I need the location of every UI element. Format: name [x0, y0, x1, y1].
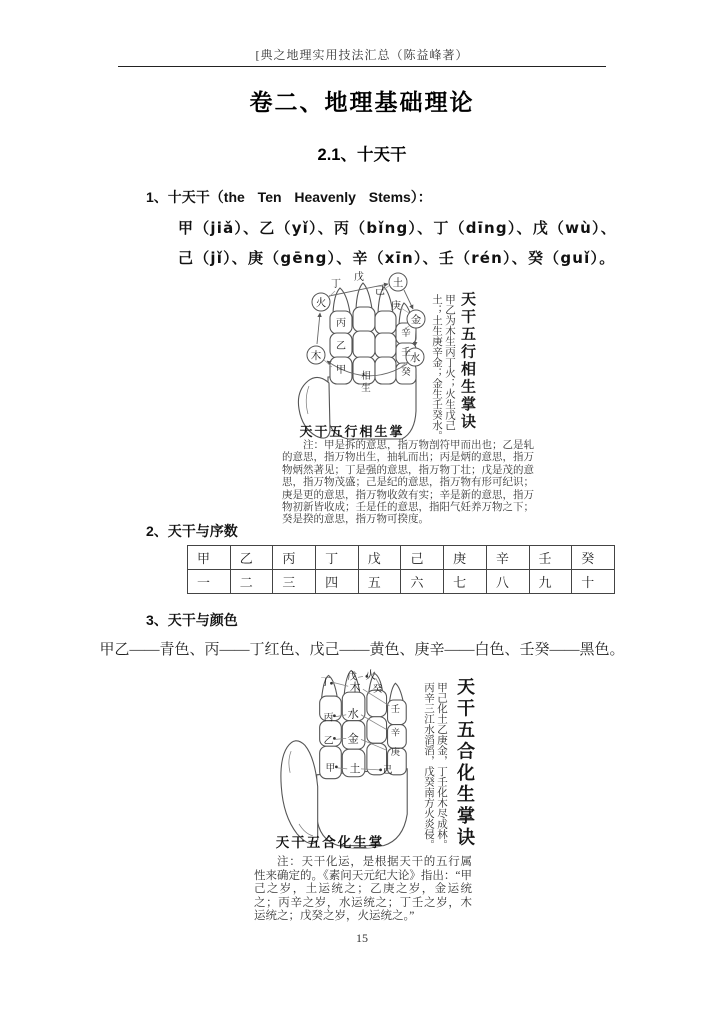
diagram1-caption: 天干五行相生掌	[299, 424, 405, 439]
stem-geng: 庚	[391, 301, 401, 312]
stems-line-2: 己（jǐ）、庚（gēng）、辛（xīn）、壬（rén）、癸（guǐ）。	[178, 249, 616, 267]
table-cell: 甲	[188, 546, 231, 570]
five-combinations-hand-diagram	[238, 665, 420, 857]
stem-ding: 丁	[331, 279, 341, 290]
table-cell: 戊	[358, 546, 401, 570]
section2-heading: 2、天干与序数	[146, 523, 238, 539]
element-metal: 金	[410, 315, 422, 326]
stems-line-1: 甲（jiǎ）、乙（yǐ）、丙（bǐng）、丁（dīng）、戊（wù）、	[178, 219, 617, 237]
stem-gui: 癸	[372, 684, 383, 696]
element-earth: 土	[349, 762, 361, 775]
stem-gui: 癸	[401, 368, 411, 378]
stem-yi: 乙	[336, 341, 346, 352]
diagram2-note: 注：天干化运，是根据天干的五行属性来确定的。《素问天元纪大论》指出：“甲己之岁，土运统之；乙庚之岁，金运统之；丙辛之岁，水运统之；丁壬之岁，木运统之；戊癸之岁，火运统之。”	[254, 856, 472, 923]
element-wood: 木	[349, 682, 361, 695]
table-cell: 六	[401, 570, 444, 594]
table-cell: 壬	[529, 546, 572, 570]
stem-xin: 辛	[390, 728, 401, 739]
stem-bing: 丙	[336, 318, 346, 329]
element-wood: 木	[310, 351, 322, 362]
table-cell: 十	[572, 570, 615, 594]
table-cell: 癸	[572, 546, 615, 570]
diagram1-note: 注：甲是拆的意思，指万物剖符甲而出也；乙是轧的意思，指万物出生，抽轧而出；丙是炳的意思，指万物炳然著见；丁是强的意思，指万物丁壮；戊是茂的意思，指万物茂盛；己是纪的意思，指万物有形可纪识；庚是更的意思，指万物收敛有实；辛是新的意思，指万物初新皆收成；壬是任的意思，指阳气妊养万物之下；癸是揆的意思，指万物可揆度。	[282, 440, 534, 526]
diagram1-side-title: 天干五行相生掌诀	[459, 291, 476, 431]
table-cell: 丁	[316, 546, 359, 570]
table-cell: 庚	[444, 546, 487, 570]
stem-colors-line: 甲乙——青色、丙——丁红色、戊己——黄色、庚辛——白色、壬癸——黑色。	[99, 642, 625, 658]
label-sheng: 生	[361, 384, 371, 394]
element-water: 水	[347, 708, 359, 721]
hand-outline	[281, 670, 407, 848]
stem-wu: 戊	[347, 671, 358, 683]
element-metal: 金	[347, 733, 359, 746]
stem-ren: 壬	[401, 348, 411, 358]
stem-ding: 丁	[320, 677, 331, 689]
stem-jia: 甲	[336, 365, 346, 376]
label-xiang: 相	[361, 372, 371, 382]
table-cell: 乙	[230, 546, 273, 570]
stem-ji: 己	[382, 764, 393, 776]
stem-wu: 戊	[354, 272, 364, 283]
page-title: 卷二、地理基础理论	[249, 89, 475, 115]
stem-bing: 丙	[323, 712, 334, 724]
table-cell: 辛	[486, 546, 529, 570]
element-fire: 火	[315, 298, 327, 309]
stem-xin: 辛	[401, 329, 411, 339]
stem-yi: 乙	[323, 735, 334, 747]
table-cell: 八	[486, 570, 529, 594]
table-cell: 三	[273, 570, 316, 594]
page-number: 15	[356, 931, 368, 945]
diagram2-caption: 天干五合化生掌	[275, 835, 385, 850]
running-header: [典之地理实用技法汇总（陈益峰著）	[255, 48, 469, 62]
line-wu-huo	[358, 676, 363, 677]
table-row-ordinals	[188, 570, 615, 594]
stem-jia: 甲	[325, 762, 336, 774]
table-cell: 七	[444, 570, 487, 594]
section1-heading: 1、十天干（the Ten Heavenly Stems）：	[146, 189, 432, 205]
table-cell: 四	[316, 570, 359, 594]
stem-geng: 庚	[390, 748, 401, 759]
table-cell: 二	[230, 570, 273, 594]
element-fire: 火	[365, 669, 377, 682]
five-elements-generation-hand-diagram	[276, 271, 428, 441]
diagram2-side-title: 天干五合化生掌诀	[455, 677, 475, 849]
diagram2-side-note: 甲己化土乙庚金，丁壬化木尽成林。丙辛三江水滔滔，戊癸南方火炎侵。	[423, 682, 447, 850]
header-rule	[118, 66, 606, 67]
stem-ji: 己	[375, 286, 385, 297]
table-cell: 九	[529, 570, 572, 594]
table-cell: 丙	[273, 546, 316, 570]
stem-ren: 壬	[390, 704, 401, 715]
diagram1-side-note: 甲乙为木生丙丁火；火生戊己土；土生庚辛金；金生壬癸水。	[431, 294, 455, 441]
page-subtitle: 2.1、十天干	[317, 146, 407, 164]
element-earth: 土	[392, 278, 404, 289]
table-cell: 五	[358, 570, 401, 594]
table-cell: 己	[401, 546, 444, 570]
table-row-stems	[188, 546, 615, 570]
stems-sequence-table	[187, 545, 615, 594]
element-water: 水	[409, 353, 421, 364]
section3-heading: 3、天干与颜色	[146, 612, 238, 628]
table-cell: 一	[188, 570, 231, 594]
arrow-wood-to-fire	[317, 313, 320, 344]
